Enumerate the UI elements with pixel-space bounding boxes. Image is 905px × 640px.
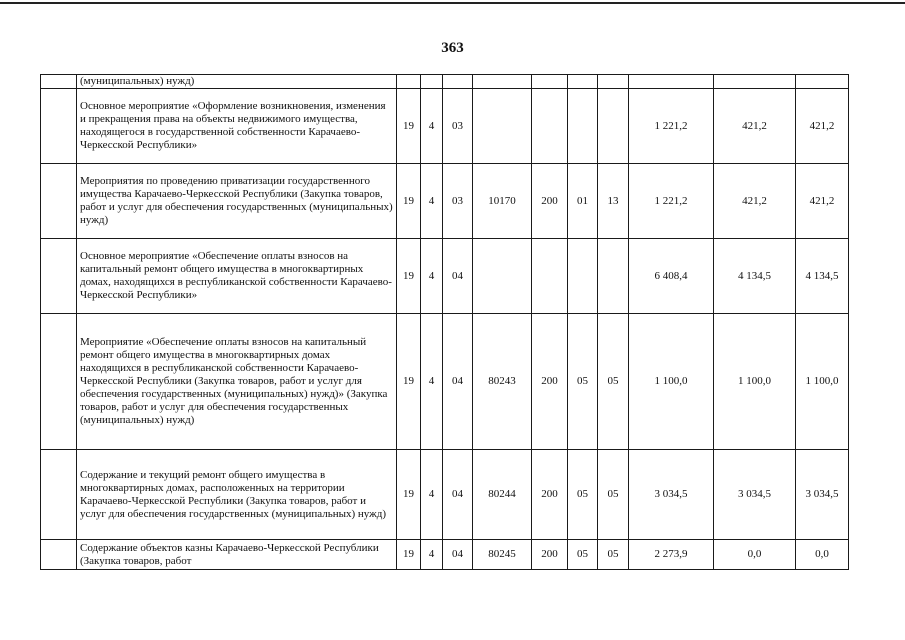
code-cell: 19 — [397, 450, 421, 540]
code-cell: 4 — [421, 239, 443, 314]
code-cell: 04 — [443, 450, 473, 540]
amount-cell: 421,2 — [714, 89, 796, 164]
blank-cell — [41, 540, 77, 570]
top-border-line — [0, 2, 905, 4]
amount-cell — [714, 75, 796, 89]
amount-cell: 2 273,9 — [629, 540, 714, 570]
code-cell — [568, 75, 598, 89]
code-cell: 4 — [421, 540, 443, 570]
code-cell: 19 — [397, 89, 421, 164]
blank-cell — [41, 314, 77, 450]
blank-cell — [41, 450, 77, 540]
desc-cell: Содержание и текущий ремонт общего имущества в многоквартирных домах, расположенных на территории Карачаево-Черкесской Республики (Закупка товаров, работ и услуг для обеспечения государственных (муниципальных) нужд) — [77, 450, 397, 540]
table-row — [41, 450, 849, 540]
blank-cell — [41, 239, 77, 314]
code-cell: 80244 — [473, 450, 532, 540]
table-row — [41, 164, 849, 239]
table-row — [41, 314, 849, 450]
desc-cell: Содержание объектов казны Карачаево-Черкесской Республики (Закупка товаров, работ — [77, 540, 397, 570]
code-cell: 19 — [397, 314, 421, 450]
amount-cell: 4 134,5 — [714, 239, 796, 314]
code-cell — [598, 75, 629, 89]
code-cell — [443, 75, 473, 89]
code-cell: 200 — [532, 164, 568, 239]
code-cell: 05 — [598, 450, 629, 540]
amount-cell: 1 100,0 — [629, 314, 714, 450]
budget-table — [40, 74, 849, 570]
amount-cell — [629, 75, 714, 89]
code-cell — [397, 75, 421, 89]
desc-cell: Мероприятия по проведению приватизации государственного имущества Карачаево-Черкесской Республики (Закупка товаров, работ и услуг для обеспечения государственных (муниципальных) нужд) — [77, 164, 397, 239]
code-cell: 05 — [568, 450, 598, 540]
table-row — [41, 75, 849, 89]
code-cell: 200 — [532, 450, 568, 540]
amount-cell: 3 034,5 — [796, 450, 849, 540]
code-cell — [598, 89, 629, 164]
code-cell: 200 — [532, 314, 568, 450]
code-cell — [473, 75, 532, 89]
code-cell: 4 — [421, 89, 443, 164]
code-cell: 03 — [443, 89, 473, 164]
code-cell: 03 — [443, 164, 473, 239]
amount-cell: 0,0 — [796, 540, 849, 570]
blank-cell — [41, 75, 77, 89]
code-cell: 4 — [421, 314, 443, 450]
amount-cell — [796, 75, 849, 89]
code-cell: 200 — [532, 540, 568, 570]
code-cell — [532, 89, 568, 164]
code-cell: 10170 — [473, 164, 532, 239]
code-cell: 80243 — [473, 314, 532, 450]
code-cell: 19 — [397, 164, 421, 239]
code-cell: 05 — [568, 540, 598, 570]
amount-cell: 0,0 — [714, 540, 796, 570]
code-cell: 19 — [397, 540, 421, 570]
amount-cell: 1 221,2 — [629, 89, 714, 164]
desc-cell: (муниципальных) нужд) — [77, 75, 397, 89]
amount-cell: 3 034,5 — [629, 450, 714, 540]
table-row — [41, 540, 849, 570]
code-cell: 04 — [443, 314, 473, 450]
code-cell — [532, 239, 568, 314]
blank-cell — [41, 164, 77, 239]
code-cell — [568, 239, 598, 314]
code-cell: 80245 — [473, 540, 532, 570]
amount-cell: 1 100,0 — [714, 314, 796, 450]
code-cell — [598, 239, 629, 314]
code-cell — [532, 75, 568, 89]
code-cell: 01 — [568, 164, 598, 239]
code-cell: 19 — [397, 239, 421, 314]
amount-cell: 421,2 — [714, 164, 796, 239]
code-cell — [473, 89, 532, 164]
table-row — [41, 89, 849, 164]
table-row — [41, 239, 849, 314]
amount-cell: 4 134,5 — [796, 239, 849, 314]
code-cell: 04 — [443, 239, 473, 314]
desc-cell: Основное мероприятие «Обеспечение оплаты взносов на капитальный ремонт общего имущества в многоквартирных домах, находящихся в республиканской собственности Карачаево-Черкесской Республики» — [77, 239, 397, 314]
amount-cell: 421,2 — [796, 89, 849, 164]
amount-cell: 421,2 — [796, 164, 849, 239]
amount-cell: 3 034,5 — [714, 450, 796, 540]
desc-cell: Мероприятие «Обеспечение оплаты взносов на капитальный ремонт общего имущества в многоквартирных домах находящихся в республиканской собственности Карачаево-Черкесской Республики (Закупка товаров, работ и услуг для обеспечения государственных (муниципальных) нужд)» (Закупка товаров, работ и услуг для обеспечения государственных (муниципальных) нужд) — [77, 314, 397, 450]
code-cell: 05 — [598, 314, 629, 450]
code-cell — [473, 239, 532, 314]
code-cell — [421, 75, 443, 89]
code-cell — [568, 89, 598, 164]
code-cell: 4 — [421, 164, 443, 239]
amount-cell: 1 221,2 — [629, 164, 714, 239]
code-cell: 05 — [598, 540, 629, 570]
page-number: 363 — [441, 40, 464, 56]
blank-cell — [41, 89, 77, 164]
code-cell: 04 — [443, 540, 473, 570]
code-cell: 05 — [568, 314, 598, 450]
code-cell: 13 — [598, 164, 629, 239]
amount-cell: 1 100,0 — [796, 314, 849, 450]
desc-cell: Основное мероприятие «Оформление возникновения, изменения и прекращения права на объекты недвижимого имущества, находящегося в государственной собственности Карачаево-Черкесской Республики» — [77, 89, 397, 164]
code-cell: 4 — [421, 450, 443, 540]
amount-cell: 6 408,4 — [629, 239, 714, 314]
